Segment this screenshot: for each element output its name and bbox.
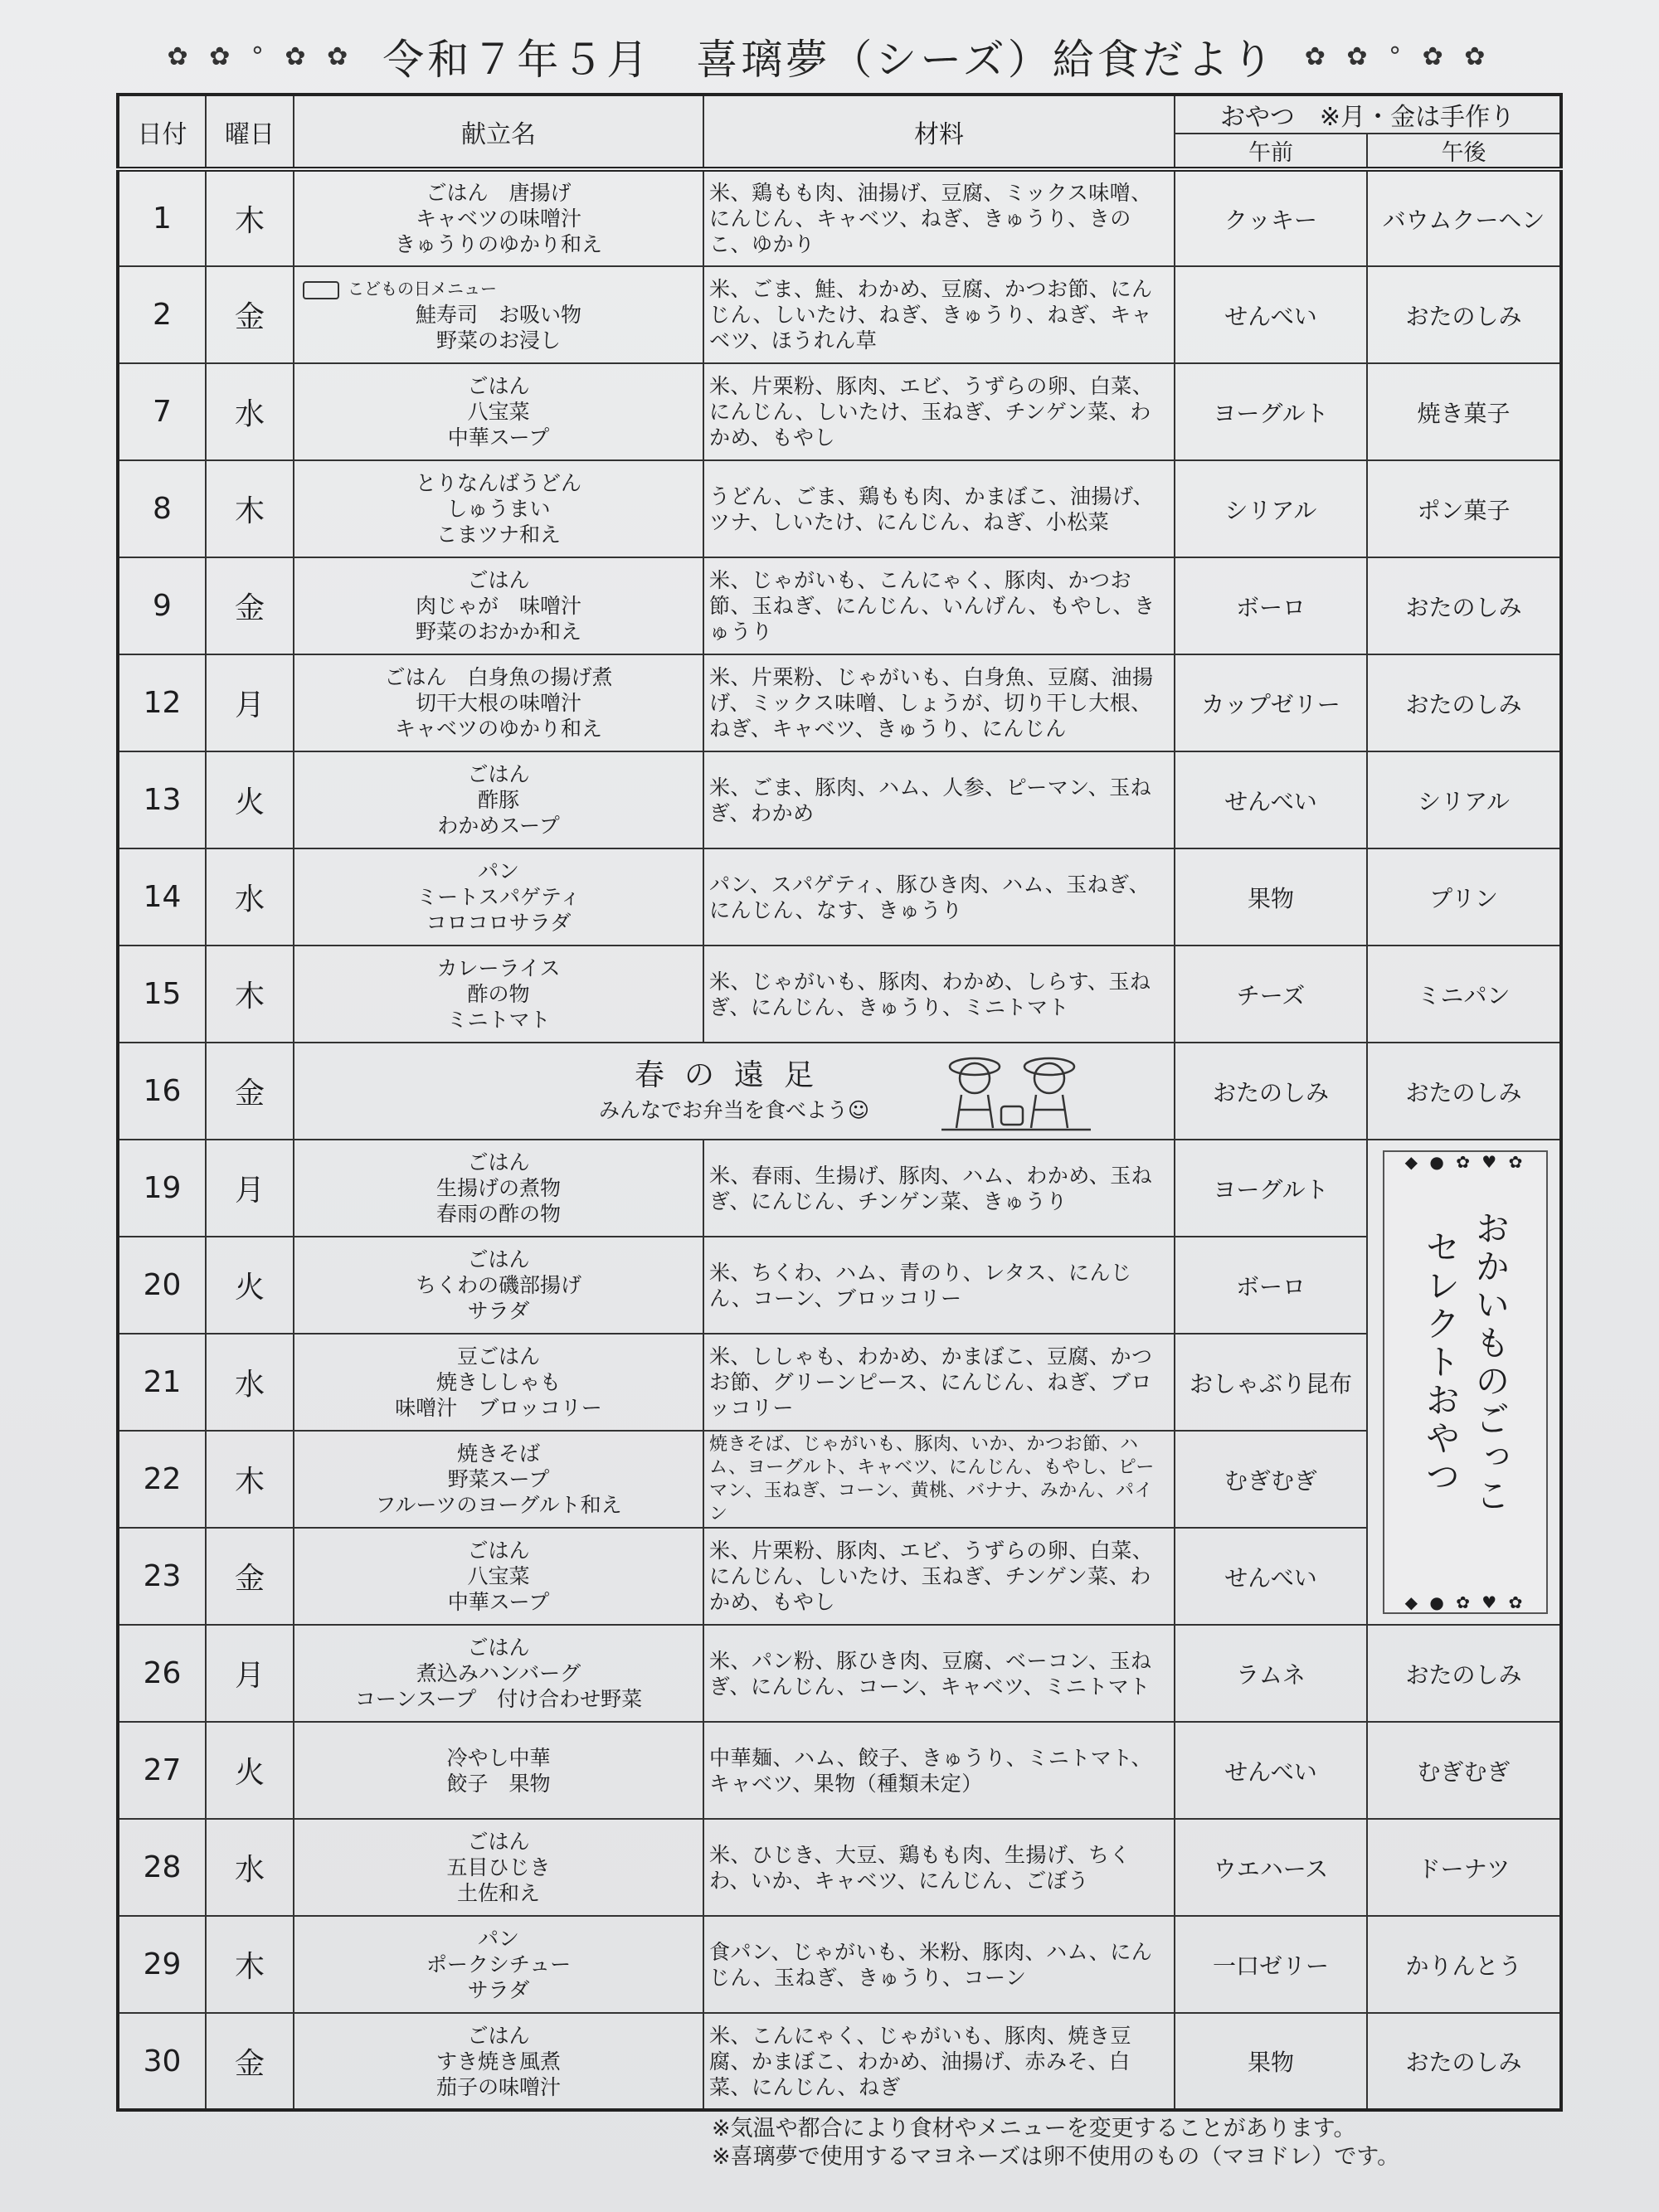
ingredients-cell: 中華麺、ハム、餃子、きゅうり、ミニトマト、キャベツ、果物（種類未定） [703, 1722, 1175, 1819]
snack-pm-cell: ドーナツ [1367, 1819, 1561, 1916]
ingredients-cell: 米、ごま、豚肉、ハム、人参、ピーマン、玉ねぎ、わかめ [703, 751, 1175, 848]
weekday-cell: 金 [206, 1528, 294, 1625]
snack-am-cell: ヨーグルト [1175, 1140, 1367, 1237]
menu-row [118, 557, 1561, 654]
snack-pm-cell: かりんとう [1367, 1916, 1561, 2013]
weekday-cell: 木 [206, 1916, 294, 2013]
menu-name-cell [294, 751, 703, 848]
snack-am-cell: せんべい [1175, 266, 1367, 363]
menu-row [118, 1625, 1561, 1722]
menu-item: すき焼き風煮 [435, 2049, 561, 2073]
ingredients-cell: 米、ひじき、大豆、鶏もも肉、生揚げ、ちくわ、いか、キャベツ、にんじん、ごぼう [703, 1819, 1175, 1916]
snack-am-cell: ウエハース [1175, 1819, 1367, 1916]
menu-name-cell [294, 848, 703, 946]
date-cell: 22 [118, 1431, 206, 1528]
menu-item: 中華スープ [447, 425, 550, 450]
flower-decoration-right-icon: ✿ ✿ ° ✿ ✿ [1304, 41, 1492, 71]
date-cell: 13 [118, 751, 206, 848]
menu-item: わかめスープ [437, 814, 560, 838]
menu-name-cell [294, 1819, 703, 1916]
snack-am-cell: せんべい [1175, 1528, 1367, 1625]
weekday-cell: 金 [206, 557, 294, 654]
date-cell: 12 [118, 654, 206, 751]
snack-pm-cell: ミニパン [1367, 946, 1561, 1043]
header-snack-am: 午前 [1175, 134, 1367, 169]
ingredients-cell: 焼きそば、じゃがいも、豚肉、いか、かつお節、ハム、ヨーグルト、キャベツ、にんじん、もやし、ピーマン、玉ねぎ、コーン、黄桃、バナナ、みかん、パイン [703, 1431, 1175, 1528]
menu-row [118, 266, 1561, 363]
menu-row [118, 1528, 1561, 1625]
select-snack-line-1: おかいものごっこ [1470, 1210, 1511, 1515]
header-snack: おやつ ※月・金は手作り [1175, 95, 1561, 134]
childrens-day-tag-label: こどもの日メニュー [348, 279, 497, 299]
header-weekday: 曜日 [206, 95, 294, 169]
snack-am-cell: シリアル [1175, 460, 1367, 557]
ingredients-cell: 米、こんにゃく、じゃがいも、豚肉、焼き豆腐、かまぼこ、わかめ、油揚げ、赤みそ、白菜、にんじん、ねぎ [703, 2013, 1175, 2110]
snack-pm-cell: 焼き菓子 [1367, 363, 1561, 460]
menu-item: 五目ひじき [446, 1855, 551, 1879]
page-title: 令和７年５月 喜璃夢（シーズ）給食だより [382, 36, 1277, 84]
snack-am-cell: ラムネ [1175, 1625, 1367, 1722]
footnote-2: ※喜璃夢で使用するマヨネーズは卵不使用のもの（マヨドレ）です。 [712, 2144, 1400, 2170]
weekday-cell: 水 [206, 1334, 294, 1431]
menu-item: ごはん [467, 1247, 530, 1271]
menu-item: ミニトマト [446, 1008, 551, 1032]
snack-pm-cell: おたのしみ [1367, 1625, 1561, 1722]
snack-am-cell: おたのしみ [1175, 1043, 1367, 1140]
menu-name-cell [294, 1431, 703, 1528]
menu-name-cell [294, 654, 703, 751]
snack-pm-cell: おたのしみ [1367, 2013, 1561, 2110]
snack-am-cell: ヨーグルト [1175, 363, 1367, 460]
children-picnic-illustration-icon [933, 1048, 1099, 1138]
menu-name-cell [294, 946, 703, 1043]
menu-item: フルーツのヨーグルト和え [375, 1493, 622, 1517]
weekday-cell: 水 [206, 363, 294, 460]
menu-name-cell [294, 169, 703, 266]
menu-item: カレーライス [436, 956, 561, 980]
excursion-subtitle: みんなでお弁当を食べよう☺ [598, 1098, 870, 1122]
ingredients-cell: 米、ししゃも、わかめ、かまぼこ、豆腐、かつお節、グリーンピース、にんじん、ねぎ、ブロッコリー [703, 1334, 1175, 1431]
date-cell: 26 [118, 1625, 206, 1722]
date-cell: 9 [118, 557, 206, 654]
menu-item: コーンスープ 付け合わせ野菜 [354, 1687, 643, 1711]
select-snack-cell [1367, 1140, 1561, 1625]
menu-row [118, 1043, 1561, 1140]
snack-pm-cell: おたのしみ [1367, 654, 1561, 751]
menu-item: 茄子の味噌汁 [435, 2074, 561, 2099]
snack-pm-cell: ポン菓子 [1367, 460, 1561, 557]
menu-item: ごはん [467, 1150, 530, 1174]
menu-row [118, 654, 1561, 751]
menu-item: ごはん [467, 568, 530, 592]
ingredients-cell: 米、ごま、鮭、わかめ、豆腐、かつお節、にんじん、しいたけ、ねぎ、きゅうり、ねぎ、キャベツ、ほうれん草 [703, 266, 1175, 363]
menu-item: ごはん [467, 2023, 530, 2048]
snack-pm-cell: シリアル [1367, 751, 1561, 848]
snack-am-cell: むぎむぎ [1175, 1431, 1367, 1528]
weekday-cell: 水 [206, 1819, 294, 1916]
menu-item: 春雨の酢の物 [435, 1202, 561, 1226]
weekday-cell: 月 [206, 1625, 294, 1722]
date-cell: 23 [118, 1528, 206, 1625]
carp-streamer-icon [303, 281, 339, 299]
ingredients-cell: 米、春雨、生揚げ、豚肉、ハム、わかめ、玉ねぎ、にんじん、チンゲン菜、きゅうり [703, 1140, 1175, 1237]
menu-item: しゅうまい [446, 497, 551, 521]
menu-item: サラダ [467, 1299, 530, 1323]
menu-item: 生揚げの煮物 [435, 1176, 561, 1200]
menu-item: 味噌汁 ブロッコリー [395, 1396, 602, 1420]
menu-item: 焼きそば [456, 1441, 540, 1466]
snack-am-cell: 果物 [1175, 848, 1367, 946]
date-cell: 14 [118, 848, 206, 946]
menu-name-cell [294, 1334, 703, 1431]
select-snack-decoration-top-icon: ◆ ● ✿ ♥ ✿ [1404, 1152, 1526, 1172]
menu-item: 野菜のおかか和え [415, 620, 581, 644]
menu-item: 八宝菜 [467, 400, 530, 424]
menu-name-cell [294, 460, 703, 557]
snack-am-cell: おしゃぶり昆布 [1175, 1334, 1367, 1431]
menu-item: きゅうりのゆかり和え [394, 232, 602, 256]
menu-name-cell [294, 1916, 703, 2013]
menu-row [118, 460, 1561, 557]
select-snack-decoration-bottom-icon: ◆ ● ✿ ♥ ✿ [1404, 1592, 1526, 1612]
menu-item: 煮込みハンバーグ [416, 1661, 581, 1685]
menu-name-cell [294, 363, 703, 460]
date-cell: 30 [118, 2013, 206, 2110]
menu-row [118, 751, 1561, 848]
snack-am-cell: ボーロ [1175, 557, 1367, 654]
date-cell: 29 [118, 1916, 206, 2013]
snack-am-cell: 果物 [1175, 2013, 1367, 2110]
ingredients-cell: 米、ちくわ、ハム、青のり、レタス、にんじん、コーン、ブロッコリー [703, 1237, 1175, 1334]
date-cell: 19 [118, 1140, 206, 1237]
weekday-cell: 月 [206, 654, 294, 751]
menu-item: 肉じゃが 味噌汁 [415, 594, 581, 618]
menu-item: 酢の物 [467, 982, 530, 1006]
select-snack-line-2: セレクトおやつ [1420, 1229, 1462, 1496]
date-cell: 16 [118, 1043, 206, 1140]
menu-item: ごはん 白身魚の揚げ煮 [384, 665, 613, 689]
menu-item: ごはん [467, 762, 530, 786]
snack-am-cell: せんべい [1175, 751, 1367, 848]
weekday-cell: 木 [206, 1431, 294, 1528]
menu-row [118, 1916, 1561, 2013]
menu-item: ミートスパゲティ [416, 885, 581, 909]
snack-pm-cell: おたのしみ [1367, 266, 1561, 363]
weekday-cell: 火 [206, 1722, 294, 1819]
menu-item: ちくわの磯部揚げ [415, 1273, 581, 1297]
menu-item: 野菜のお浸し [435, 328, 561, 352]
menu-row [118, 1819, 1561, 1916]
menu-item: 中華スープ [447, 1590, 550, 1614]
weekday-cell: 金 [206, 1043, 294, 1140]
snack-pm-cell: むぎむぎ [1367, 1722, 1561, 1819]
snack-pm-cell: プリン [1367, 848, 1561, 946]
menu-row [118, 1140, 1561, 1237]
header-date: 日付 [118, 95, 206, 169]
weekday-cell: 木 [206, 169, 294, 266]
weekday-cell: 木 [206, 460, 294, 557]
menu-row [118, 169, 1561, 266]
date-cell: 8 [118, 460, 206, 557]
weekday-cell: 木 [206, 946, 294, 1043]
snack-am-cell: 一口ゼリー [1175, 1916, 1367, 2013]
footnotes [712, 2115, 1399, 2171]
menu-item: コロコロサラダ [426, 911, 572, 935]
footnote-1: ※気温や都合により食材やメニューを変更することがあります。 [712, 2116, 1356, 2142]
lunch-menu-table [116, 93, 1563, 2112]
menu-item: 焼きししゃも [435, 1370, 561, 1394]
excursion-title: 春の遠足 [634, 1058, 834, 1092]
menu-item: ごはん 唐揚げ [426, 181, 572, 205]
date-cell: 27 [118, 1722, 206, 1819]
menu-item: ごはん [467, 1636, 530, 1660]
menu-name-cell [294, 1625, 703, 1722]
menu-name-cell [294, 557, 703, 654]
header-menu: 献立名 [294, 95, 703, 169]
menu-item: 酢豚 [477, 788, 519, 812]
ingredients-cell: 食パン、じゃがいも、米粉、豚肉、ハム、にんじん、玉ねぎ、きゅうり、コーン [703, 1916, 1175, 2013]
weekday-cell: 火 [206, 1237, 294, 1334]
menu-name-cell [294, 1722, 703, 1819]
ingredients-cell: 米、片栗粉、じゃがいも、白身魚、豆腐、油揚げ、ミックス味噌、しょうが、切り干し大根、ねぎ、キャベツ、きゅうり、にんじん [703, 654, 1175, 751]
snack-am-cell: せんべい [1175, 1722, 1367, 1819]
header-snack-pm: 午後 [1367, 134, 1561, 169]
ingredients-cell: 米、片栗粉、豚肉、エビ、うずらの卵、白菜、にんじん、しいたけ、玉ねぎ、チンゲン菜、わかめ、もやし [703, 363, 1175, 460]
menu-item: 冷やし中華 [446, 1745, 551, 1770]
snack-am-cell: チーズ [1175, 946, 1367, 1043]
snack-pm-cell: おたのしみ [1367, 1043, 1561, 1140]
date-cell: 7 [118, 363, 206, 460]
snack-am-cell: ボーロ [1175, 1237, 1367, 1334]
childrens-day-tag [294, 276, 703, 302]
header-ingredients: 材料 [703, 95, 1175, 169]
menu-item: キャベツの味噌汁 [415, 207, 581, 231]
menu-row [118, 1722, 1561, 1819]
date-cell: 15 [118, 946, 206, 1043]
date-cell: 1 [118, 169, 206, 266]
menu-item: 鮭寿司 お吸い物 [415, 303, 581, 327]
excursion-cell [294, 1043, 1175, 1140]
weekday-cell: 金 [206, 2013, 294, 2110]
weekday-cell: 金 [206, 266, 294, 363]
menu-item: ごはん [467, 374, 530, 398]
weekday-cell: 月 [206, 1140, 294, 1237]
menu-name-cell [294, 2013, 703, 2110]
ingredients-cell: パン、スパゲティ、豚ひき肉、ハム、玉ねぎ、にんじん、なす、きゅうり [703, 848, 1175, 946]
menu-item: こまツナ和え [435, 523, 561, 547]
menu-item: 豆ごはん [456, 1344, 540, 1369]
menu-row [118, 2013, 1561, 2110]
snack-am-cell: クッキー [1175, 169, 1367, 266]
menu-row [118, 1334, 1561, 1431]
menu-item: 土佐和え [456, 1881, 540, 1905]
ingredients-cell: 米、パン粉、豚ひき肉、豆腐、ベーコン、玉ねぎ、にんじん、コーン、キャベツ、ミニトマト [703, 1625, 1175, 1722]
weekday-cell: 水 [206, 848, 294, 946]
menu-item: 八宝菜 [467, 1564, 530, 1588]
menu-row [118, 946, 1561, 1043]
menu-item: 野菜スープ [447, 1467, 550, 1491]
menu-row [118, 1431, 1561, 1528]
menu-name-cell [294, 1140, 703, 1237]
menu-item: ごはん [467, 1830, 530, 1854]
menu-item: パン [477, 1927, 519, 1951]
ingredients-cell: 米、じゃがいも、こんにゃく、豚肉、かつお節、玉ねぎ、にんじん、いんげん、もやし、きゅうり [703, 557, 1175, 654]
menu-item: ごはん [467, 1539, 530, 1563]
menu-item: サラダ [467, 1978, 530, 2002]
menu-rows [118, 169, 1561, 2110]
menu-item: ポークシチュー [426, 1952, 572, 1976]
snack-pm-cell: おたのしみ [1367, 557, 1561, 654]
menu-item: とりなんばうどん [415, 471, 581, 495]
snack-pm-cell: バウムクーヘン [1367, 169, 1561, 266]
menu-name-cell [294, 266, 703, 363]
date-cell: 21 [118, 1334, 206, 1431]
date-cell: 20 [118, 1237, 206, 1334]
menu-item: 切干大根の味噌汁 [415, 691, 581, 715]
menu-row [118, 363, 1561, 460]
menu-item: パン [477, 859, 519, 883]
menu-item: 餃子 果物 [446, 1771, 551, 1796]
menu-row [118, 1237, 1561, 1334]
ingredients-cell: うどん、ごま、鶏もも肉、かまぼこ、油揚げ、ツナ、しいたけ、にんじん、ねぎ、小松菜 [703, 460, 1175, 557]
menu-row [118, 848, 1561, 946]
header [133, 23, 1526, 90]
weekday-cell: 火 [206, 751, 294, 848]
snack-am-cell: カップゼリー [1175, 654, 1367, 751]
menu-name-cell [294, 1237, 703, 1334]
flower-decoration-left-icon: ✿ ✿ ° ✿ ✿ [167, 41, 355, 71]
menu-name-cell [294, 1528, 703, 1625]
ingredients-cell: 米、じゃがいも、豚肉、わかめ、しらす、玉ねぎ、にんじん、きゅうり、ミニトマト [703, 946, 1175, 1043]
date-cell: 2 [118, 266, 206, 363]
ingredients-cell: 米、片栗粉、豚肉、エビ、うずらの卵、白菜、にんじん、しいたけ、玉ねぎ、チンゲン菜、わかめ、もやし [703, 1528, 1175, 1625]
ingredients-cell: 米、鶏もも肉、油揚げ、豆腐、ミックス味噌、にんじん、キャベツ、ねぎ、きゅうり、きのこ、ゆかり [703, 169, 1175, 266]
date-cell: 28 [118, 1819, 206, 1916]
menu-item: キャベツのゆかり和え [394, 717, 602, 741]
